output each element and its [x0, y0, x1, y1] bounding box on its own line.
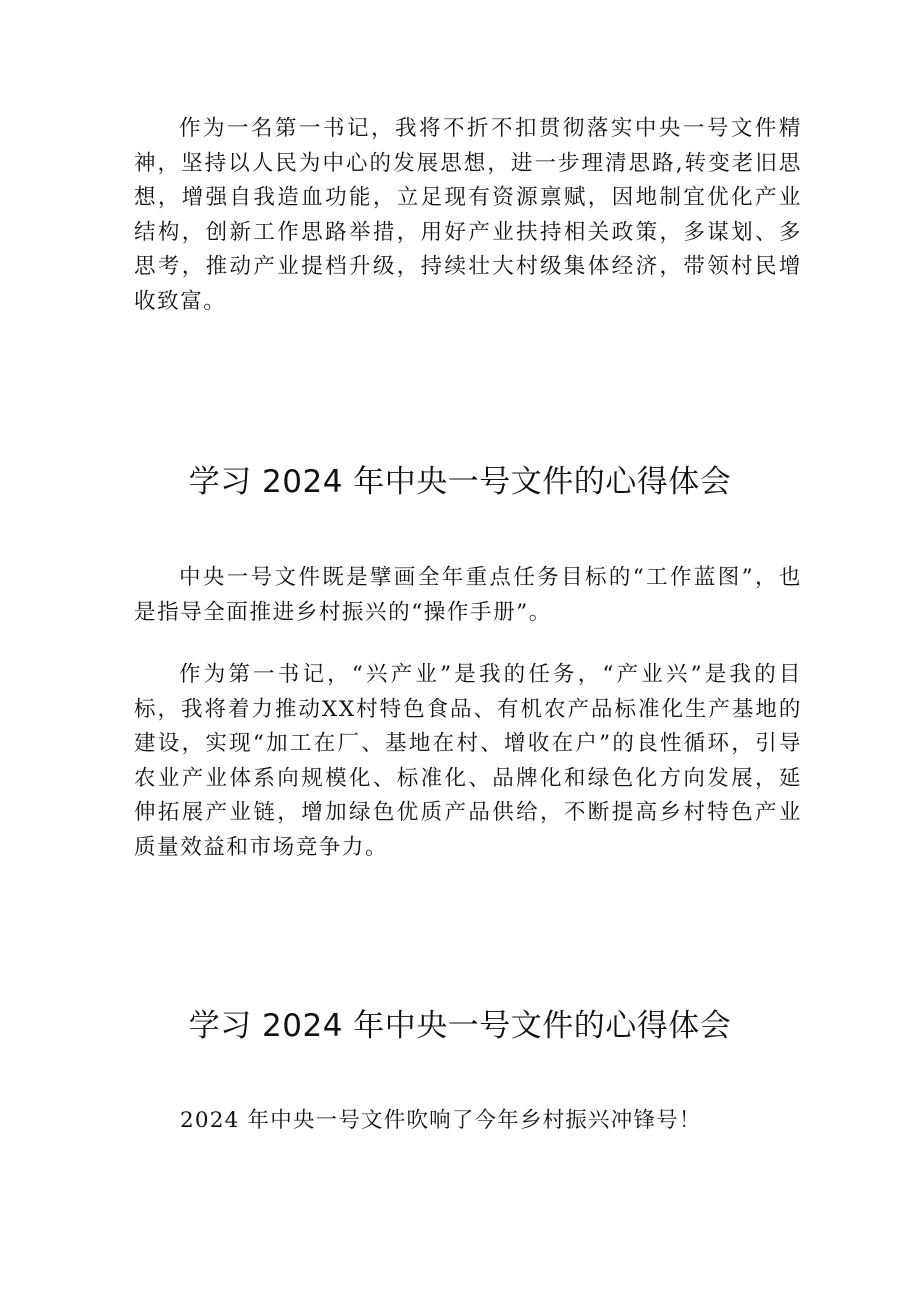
section-heading: 学习 2024 年中央一号文件的心得体会 [188, 464, 732, 500]
body-paragraph: 作为一名第一书记，我将不折不扣贯彻落实中央一号文件精神，坚持以人民为中心的发展思想，进一步理清思路,转变老旧思想，增强自我造血功能，立足现有资源禀赋，因地制宜优化产业结构，创新工作思路举措，用好产业扶持相关政策，多谋划、多思考，推动产业提档升级，持续壮大村级集体经济，带领村民增收致富。 [134, 116, 802, 314]
body-paragraph: 2024 年中央一号文件吹响了今年乡村振兴冲锋号！ [180, 1108, 702, 1133]
body-paragraph: 中央一号文件既是擘画全年重点任务目标的“工作蓝图”，也是指导全面推进乡村振兴的“操作手册”。 [134, 565, 802, 625]
body-paragraph: 作为第一书记，“兴产业”是我的任务，“产业兴”是我的目标，我将着力推动XX村特色食品、有机农产品标准化生产基地的建设，实现“加工在厂、基地在村、增收在户”的良性循环，引导农业产业体系向规模化、标准化、品牌化和绿色化方向发展，延伸拓展产业链，增加绿色优质产品供给，不断提高乡村特色产业质量效益和市场竞争力。 [134, 662, 802, 860]
section-heading: 学习 2024 年中央一号文件的心得体会 [188, 1008, 732, 1044]
